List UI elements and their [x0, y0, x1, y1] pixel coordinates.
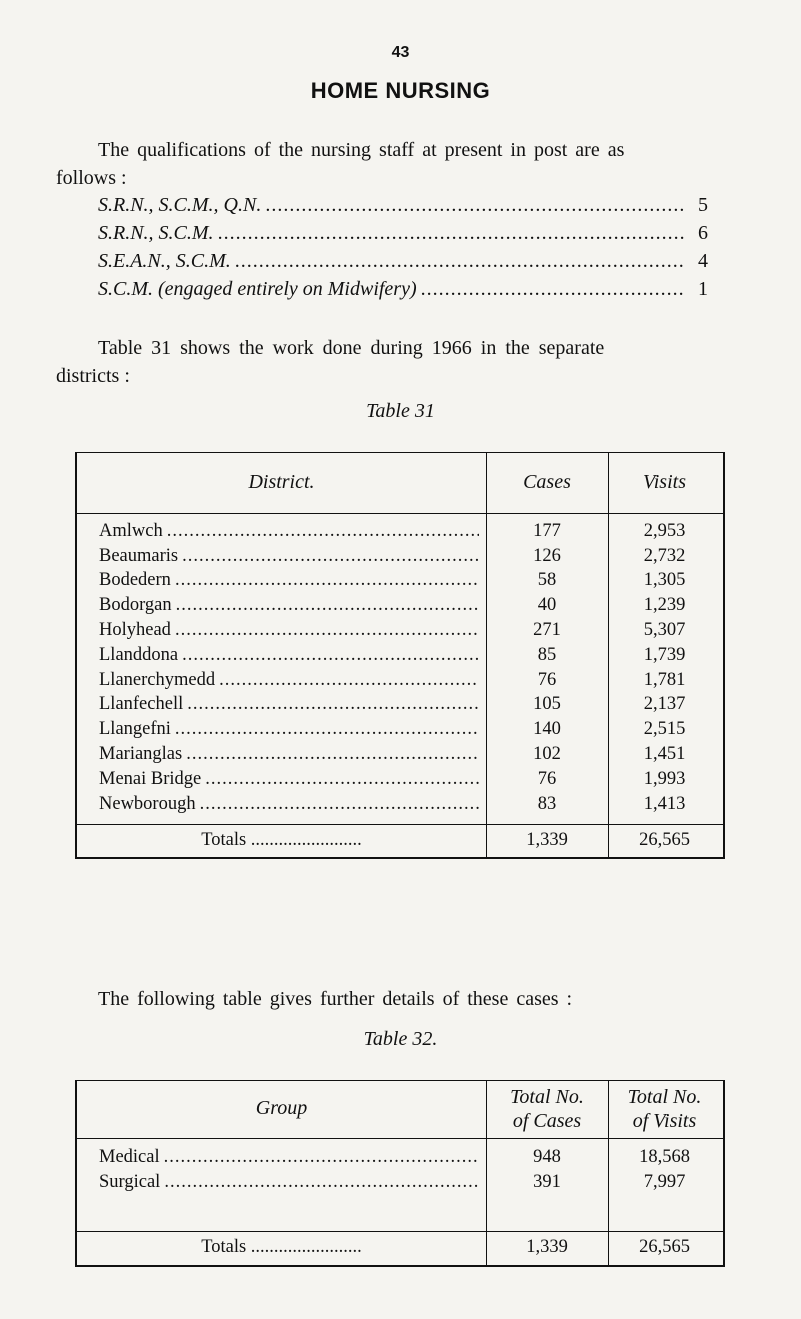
- qualification-count: 5: [698, 194, 708, 216]
- totals-visits: 26,565: [639, 829, 690, 850]
- dot-leader: [205, 769, 479, 790]
- table31-header-visits: Visits: [643, 471, 686, 493]
- dot-leader: [265, 194, 684, 217]
- row-visits: 2,515: [643, 719, 686, 740]
- row-cases: 948: [533, 1146, 561, 1167]
- row-visits: 1,305: [643, 570, 686, 591]
- table32-header-visits: Total No. of Visits: [627, 1086, 702, 1132]
- row-visits: 1,781: [643, 669, 686, 690]
- dot-leader: [200, 794, 479, 815]
- row-cases: 105: [533, 694, 561, 715]
- table32-intro: The following table gives further details of these cases :: [98, 988, 573, 1010]
- table-row: [77, 643, 723, 668]
- row-label: Newborough .....: [99, 794, 479, 815]
- row-cases: 271: [533, 620, 561, 641]
- row-visits: 7,997: [643, 1171, 686, 1192]
- table-row: [77, 618, 723, 643]
- row-visits: 1,451: [643, 744, 686, 765]
- dot-leader: [175, 620, 479, 641]
- totals-cases: 1,339: [526, 829, 568, 850]
- intro-line-2: follows :: [56, 167, 127, 189]
- row-visits: 2,137: [643, 694, 686, 715]
- table31-intro-line-2: districts :: [56, 365, 130, 387]
- row-label: Amlwch .....: [99, 521, 479, 542]
- row-label: Llangefni .....: [99, 719, 479, 740]
- page-title: HOME NURSING: [310, 78, 491, 103]
- row-label: Marianglas .....: [99, 744, 479, 765]
- table-row: [77, 593, 723, 618]
- table32-header-cases: Total No. of Cases: [510, 1086, 584, 1132]
- qualification-count: 4: [698, 250, 708, 272]
- totals-visits: 26,565: [639, 1236, 690, 1257]
- table-row: [77, 693, 723, 718]
- table-row: [77, 767, 723, 792]
- qualification-count: 1: [698, 278, 708, 300]
- row-label: Menai Bridge .....: [99, 769, 479, 790]
- row-cases: 126: [533, 545, 561, 566]
- row-visits: 1,413: [643, 793, 686, 814]
- row-label: Llanerchymedd .....: [99, 670, 479, 691]
- table-row: [77, 792, 723, 817]
- row-cases: 140: [533, 719, 561, 740]
- row-visits: 2,732: [643, 545, 686, 566]
- row-visits: 1,739: [643, 644, 686, 665]
- row-cases: 177: [533, 520, 561, 541]
- row-cases: 85: [537, 644, 557, 665]
- table-row: [77, 742, 723, 767]
- qualification-row: [98, 194, 708, 222]
- table-row: [77, 544, 723, 569]
- totals-label: Totals ........................: [201, 1236, 362, 1257]
- row-label: Holyhead .....: [99, 620, 479, 641]
- qualification-label: S.R.N., S.C.M., Q.N.: [98, 194, 262, 216]
- row-label: Bodorgan .....: [99, 595, 479, 616]
- table32-header-group: Group: [255, 1097, 308, 1119]
- row-cases: 391: [533, 1171, 561, 1192]
- qualification-row: [98, 278, 708, 306]
- header-rule: [77, 513, 723, 514]
- totals-cases: 1,339: [526, 1236, 568, 1257]
- table-row: [77, 668, 723, 693]
- row-visits: 5,307: [643, 620, 686, 641]
- table31-intro-line-1: Table 31 shows the work done during 1966 in the separate: [98, 337, 605, 359]
- totals-label: Totals ........................: [201, 829, 362, 850]
- row-cases: 83: [537, 793, 557, 814]
- dot-leader: [218, 222, 684, 245]
- table31-header-district: District.: [248, 471, 315, 493]
- dot-leader: [175, 570, 479, 591]
- table32: [75, 1080, 725, 1267]
- qualification-label: S.C.M. (engaged entirely on Midwifery): [98, 278, 417, 300]
- header-rule: [77, 1138, 723, 1139]
- qualification-label: S.E.A.N., S.C.M.: [98, 250, 231, 272]
- row-cases: 76: [537, 768, 557, 789]
- row-label: Surgical .....: [99, 1172, 479, 1193]
- row-visits: 1,993: [643, 768, 686, 789]
- row-label: Beaumaris .....: [99, 546, 479, 567]
- dot-leader: [175, 719, 479, 740]
- row-label: Llanddona .....: [99, 645, 479, 666]
- dot-leader: [176, 595, 479, 616]
- row-label: Bodedern .....: [99, 570, 479, 591]
- dot-leader: [187, 694, 479, 715]
- dot-leader: [167, 521, 479, 542]
- row-cases: 40: [537, 595, 557, 616]
- row-cases: 76: [537, 669, 557, 690]
- row-cases: 58: [537, 570, 557, 591]
- dot-leader: [164, 1147, 479, 1168]
- table32-caption: Table 32.: [363, 1028, 438, 1050]
- table31-totals-row: [77, 824, 723, 856]
- page-number: 43: [391, 44, 410, 61]
- dot-leader: [182, 645, 479, 666]
- qualification-row: [98, 222, 708, 250]
- qualification-label: S.R.N., S.C.M.: [98, 222, 214, 244]
- table31: [75, 452, 725, 859]
- qualification-row: [98, 250, 708, 278]
- qualification-count: 6: [698, 222, 708, 244]
- table-row: [77, 1145, 723, 1170]
- table-row: [77, 1170, 723, 1195]
- dot-leader: [182, 546, 479, 567]
- table31-caption: Table 31: [366, 400, 435, 422]
- row-visits: 1,239: [643, 595, 686, 616]
- table31-header-cases: Cases: [523, 471, 571, 493]
- row-visits: 2,953: [643, 520, 686, 541]
- row-label: Medical .....: [99, 1147, 479, 1168]
- row-cases: 102: [533, 744, 561, 765]
- table-row: [77, 717, 723, 742]
- table-row: [77, 569, 723, 594]
- dot-leader: [164, 1172, 479, 1193]
- intro-line-1: The qualifications of the nursing staff at present in post are as: [98, 139, 625, 161]
- dot-leader: [235, 250, 684, 273]
- row-visits: 18,568: [639, 1146, 690, 1167]
- dot-leader: [421, 278, 684, 301]
- table-row: [77, 519, 723, 544]
- dot-leader: [219, 670, 479, 691]
- dot-leader: [186, 744, 479, 765]
- table32-totals-row: [77, 1231, 723, 1263]
- row-label: Llanfechell .....: [99, 694, 479, 715]
